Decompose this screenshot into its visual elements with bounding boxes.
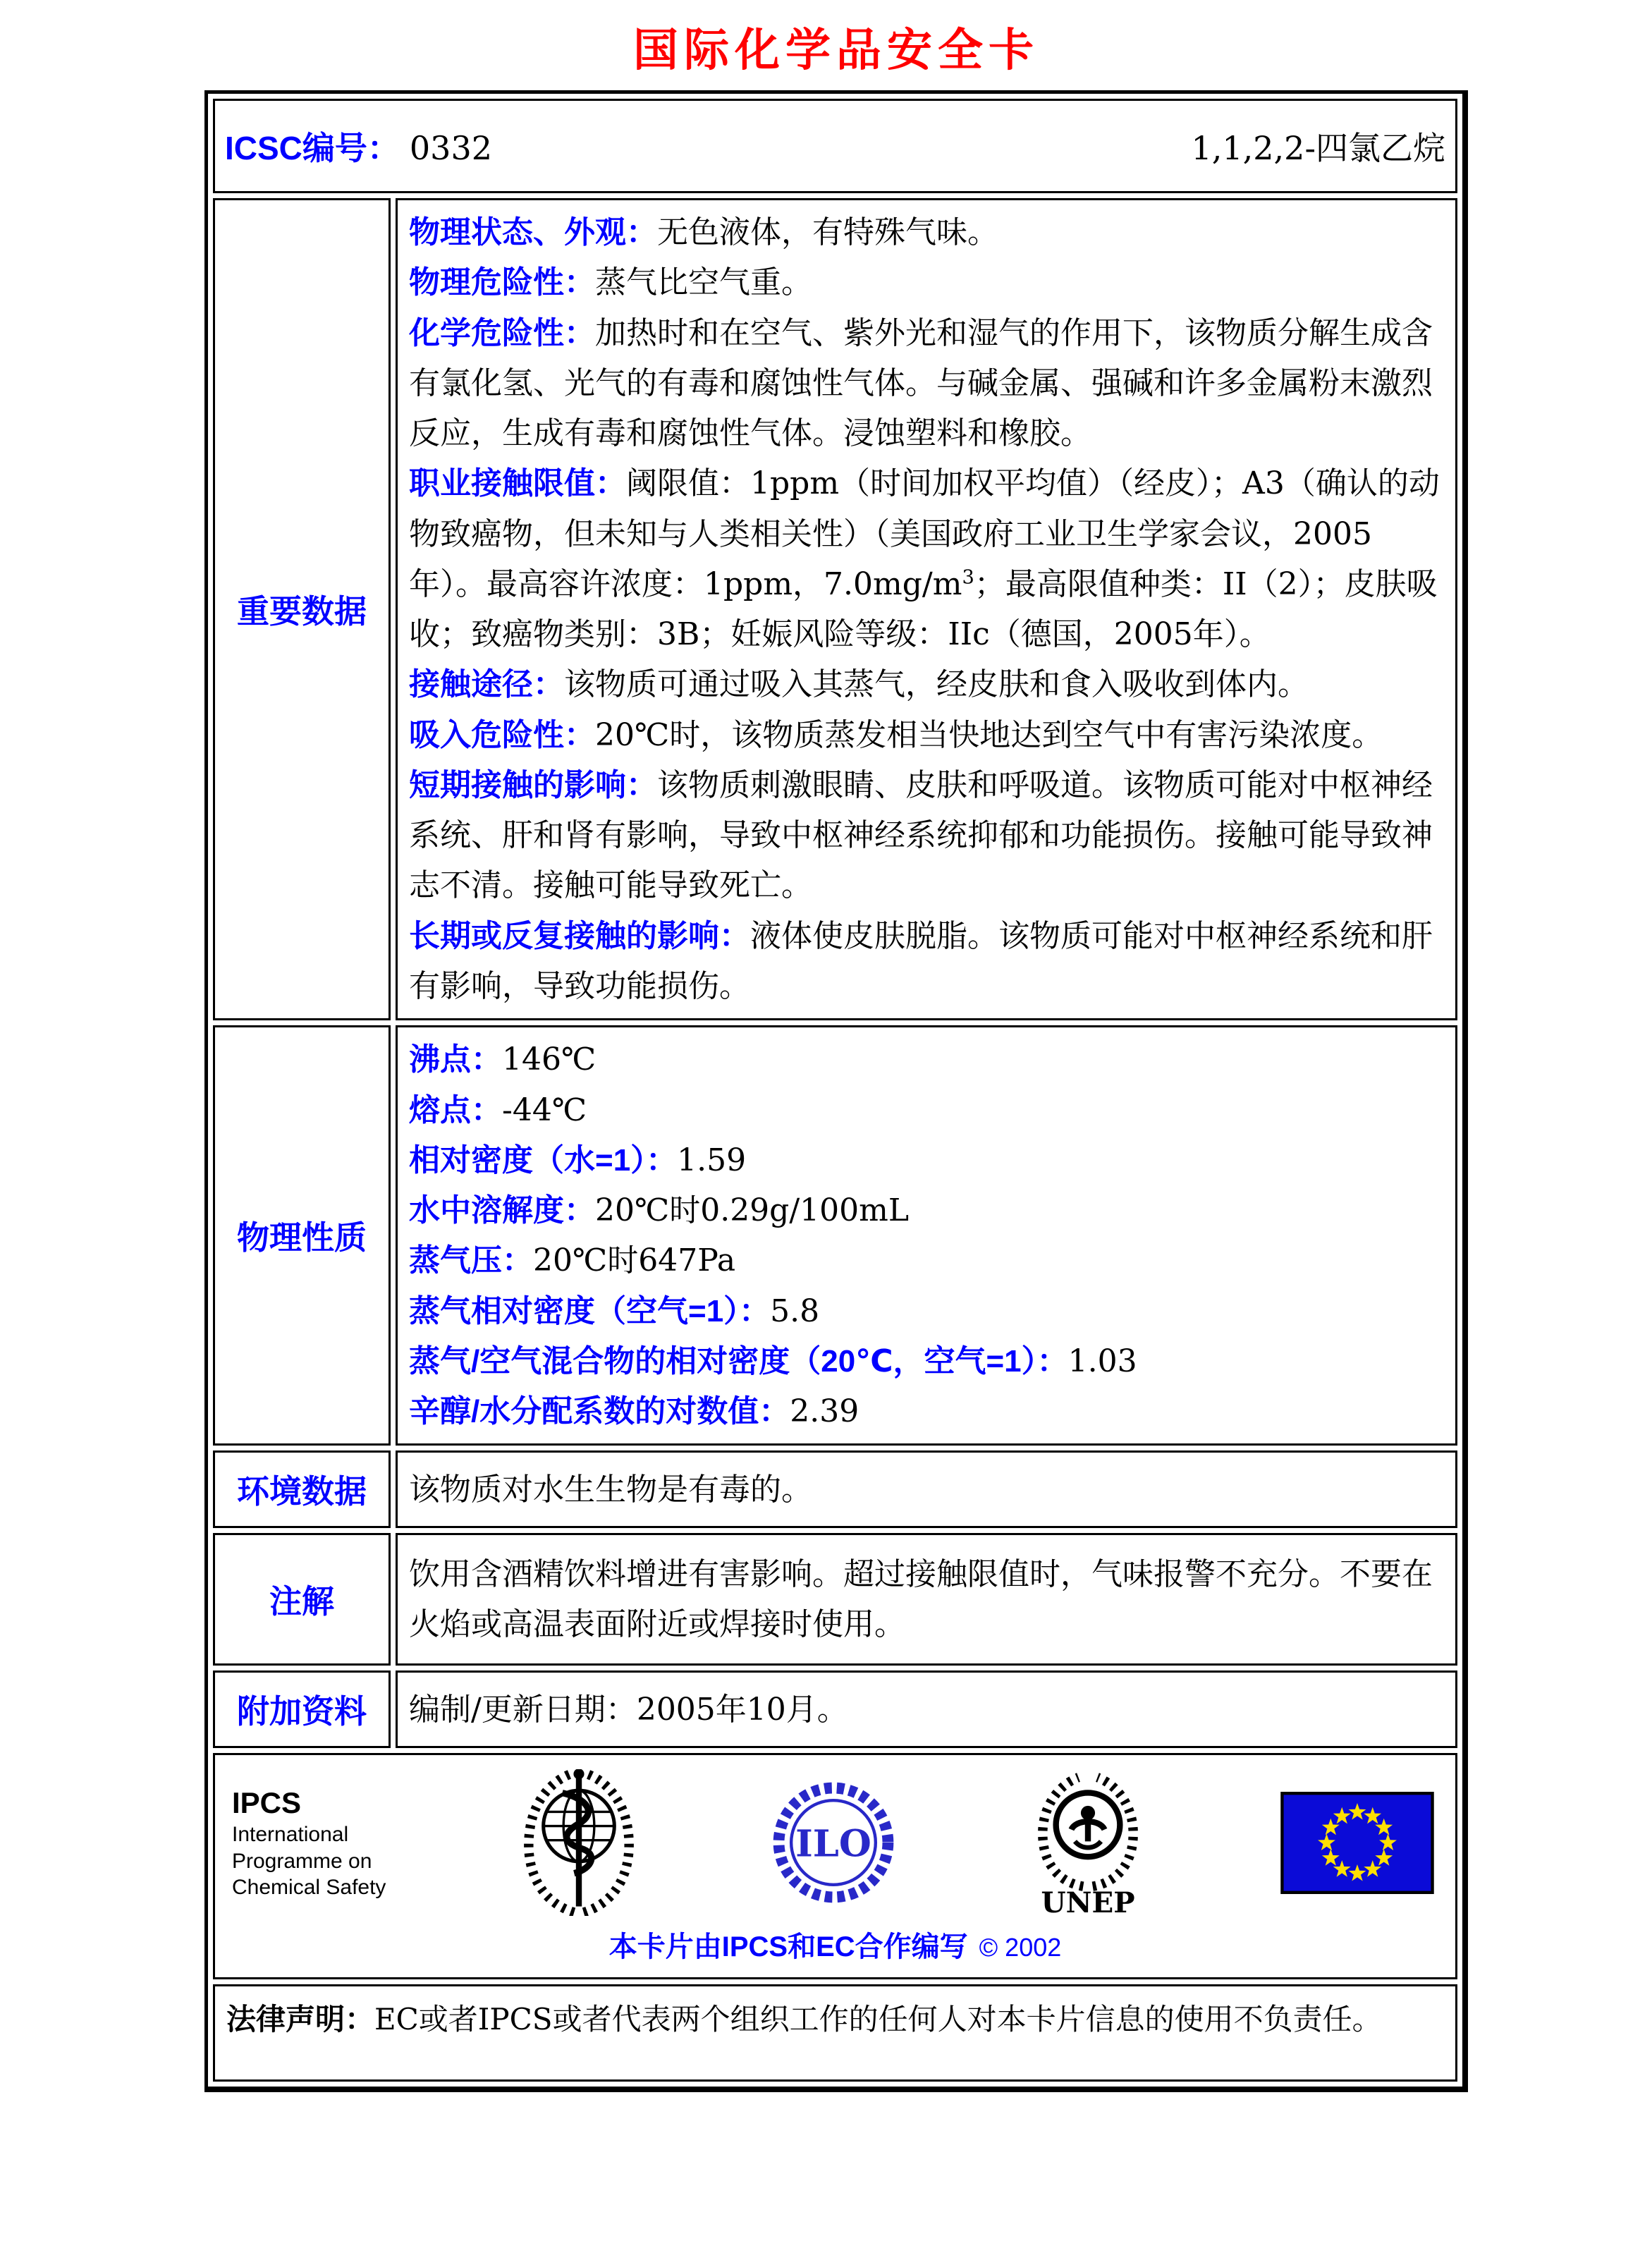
entry-chemical-danger: 化学危险性：加热时和在空气、紫外光和湿气的作用下，该物质分解生成含有氯化氢、光气的有毒和腐蚀性气体。与碱金属、强碱和许多金属粉末激烈反应，生成有毒和腐蚀性气体。浸蚀塑料和橡胶。 — [409, 314, 1433, 452]
who-logo-icon — [520, 1769, 638, 1916]
icsc-number-label: ICSC编号： — [225, 130, 400, 166]
footer-row — [213, 1753, 1457, 1979]
header-row — [213, 99, 1457, 193]
ipcs-text-block: IPCS International Programme on Chemical Safety — [232, 1785, 386, 1900]
important-data-row — [213, 198, 1457, 1020]
physical-properties-content — [396, 1025, 1457, 1446]
entry-exposure-routes: 接触途径：该物质可通过吸入其蒸气，经皮肤和食入吸收到体内。 — [409, 666, 1309, 703]
entry-physical-danger: 物理危险性：蒸气比空气重。 — [409, 264, 812, 301]
additional-info-content: 编制/更新日期：2005年10月。 — [396, 1670, 1457, 1748]
physical-properties-row — [213, 1025, 1457, 1446]
footer-cell — [213, 1753, 1457, 1979]
legal-text: EC或者IPCS或者代表两个组织工作的任何人对本卡片信息的使用不负责任。 — [374, 2002, 1382, 2037]
entry-occupational-limits: 职业接触限值：阈限值：1ppm（时间加权平均值）（经皮）；A3（确认的动物致癌物，但未知与人类相关性）（美国政府工业卫生学家会议，2005年）。最高容许浓度：1ppm，$7.0mg/m^3$；最高限值种类：II（2）；皮肤吸收；致癌物类别：3B；妊娠风险等级：IIc（德国，2005年）。 — [409, 465, 1440, 653]
entry-inhalation-risk: 吸入危险性：20℃时，该物质蒸发相当快地达到空气中有害污染浓度。 — [409, 716, 1383, 753]
footer-caption — [215, 1922, 1455, 1977]
row-label-important-data: 重要数据 — [213, 198, 391, 1020]
row-label-environmental-data: 环境数据 — [213, 1450, 391, 1528]
ilo-logo-text: ILO — [795, 1821, 871, 1866]
row-label-notes: 注解 — [213, 1533, 391, 1666]
entry-vapor-air-density: 蒸气/空气混合物的相对密度（20℃，空气=1）：1.03 — [409, 1343, 1137, 1379]
notes-content: 饮用含酒精饮料增进有害影响。超过接触限值时，气味报警不充分。不要在火焰或高温表面附近或焊接时使用。 — [396, 1533, 1457, 1666]
legal-row — [213, 1984, 1457, 2082]
entry-melting-point: 熔点：-44℃ — [409, 1092, 587, 1128]
entry-boiling-point: 沸点：146℃ — [409, 1042, 596, 1078]
row-label-additional-info: 附加资料 — [213, 1670, 391, 1748]
environmental-data-content: 该物质对水生生物是有毒的。 — [396, 1450, 1457, 1528]
footer-copyright: © 2002 — [979, 1933, 1062, 1962]
entry-vapor-pressure: 蒸气压：20℃时647Pa — [409, 1242, 736, 1279]
superscript-3: 3 — [962, 566, 974, 589]
footer-caption-text: 本卡片由IPCS和EC合作编写 — [608, 1931, 968, 1963]
entry-relative-density: 相对密度（水=1）：1.59 — [409, 1142, 747, 1178]
entry-long-term-effects: 长期或反复接触的影响：液体使皮肤脱脂。该物质可能对中枢神经系统和肝有影响，导致功能损伤。 — [409, 917, 1433, 1004]
legal-label: 法律声明： — [226, 2003, 375, 2036]
chemical-name: 1,1,2,2-四氯乙烷 — [1191, 129, 1445, 167]
page-title: 国际化学品安全卡 — [633, 24, 1039, 77]
environmental-data-row — [213, 1450, 1457, 1528]
icsc-card-table — [204, 90, 1468, 2092]
eu-flag-icon — [1280, 1792, 1434, 1894]
entry-water-solubility: 水中溶解度：20℃时0.29g/100mL — [409, 1192, 910, 1229]
legal-cell — [213, 1984, 1457, 2082]
entry-short-term-effects: 短期接触的影响：该物质刺激眼睛、皮肤和呼吸道。该物质可能对中枢神经系统、肝和肾有影响，导致中枢神经系统抑郁和功能损伤。接触可能导致神志不清。接触可能导致死亡。 — [409, 766, 1433, 904]
additional-info-row — [213, 1670, 1457, 1748]
header-cell — [213, 99, 1457, 193]
notes-row — [213, 1533, 1457, 1666]
entry-octanol-water: 辛醇/水分配系数的对数值：2.39 — [409, 1393, 859, 1430]
icsc-number-group — [225, 123, 492, 169]
icsc-number-value: 0332 — [409, 129, 492, 167]
row-label-physical-properties: 物理性质 — [213, 1025, 391, 1446]
ilo-logo-icon — [771, 1780, 895, 1905]
unep-logo-text: UNEP — [1041, 1886, 1135, 1918]
entry-vapor-density: 蒸气相对密度（空气=1）：5.8 — [409, 1293, 820, 1329]
unep-logo-icon — [1029, 1768, 1147, 1917]
ipcs-acronym: IPCS — [232, 1785, 302, 1819]
important-data-content — [396, 198, 1457, 1020]
entry-physical-state: 物理状态、外观：无色液体，有特殊气味。 — [409, 214, 998, 250]
